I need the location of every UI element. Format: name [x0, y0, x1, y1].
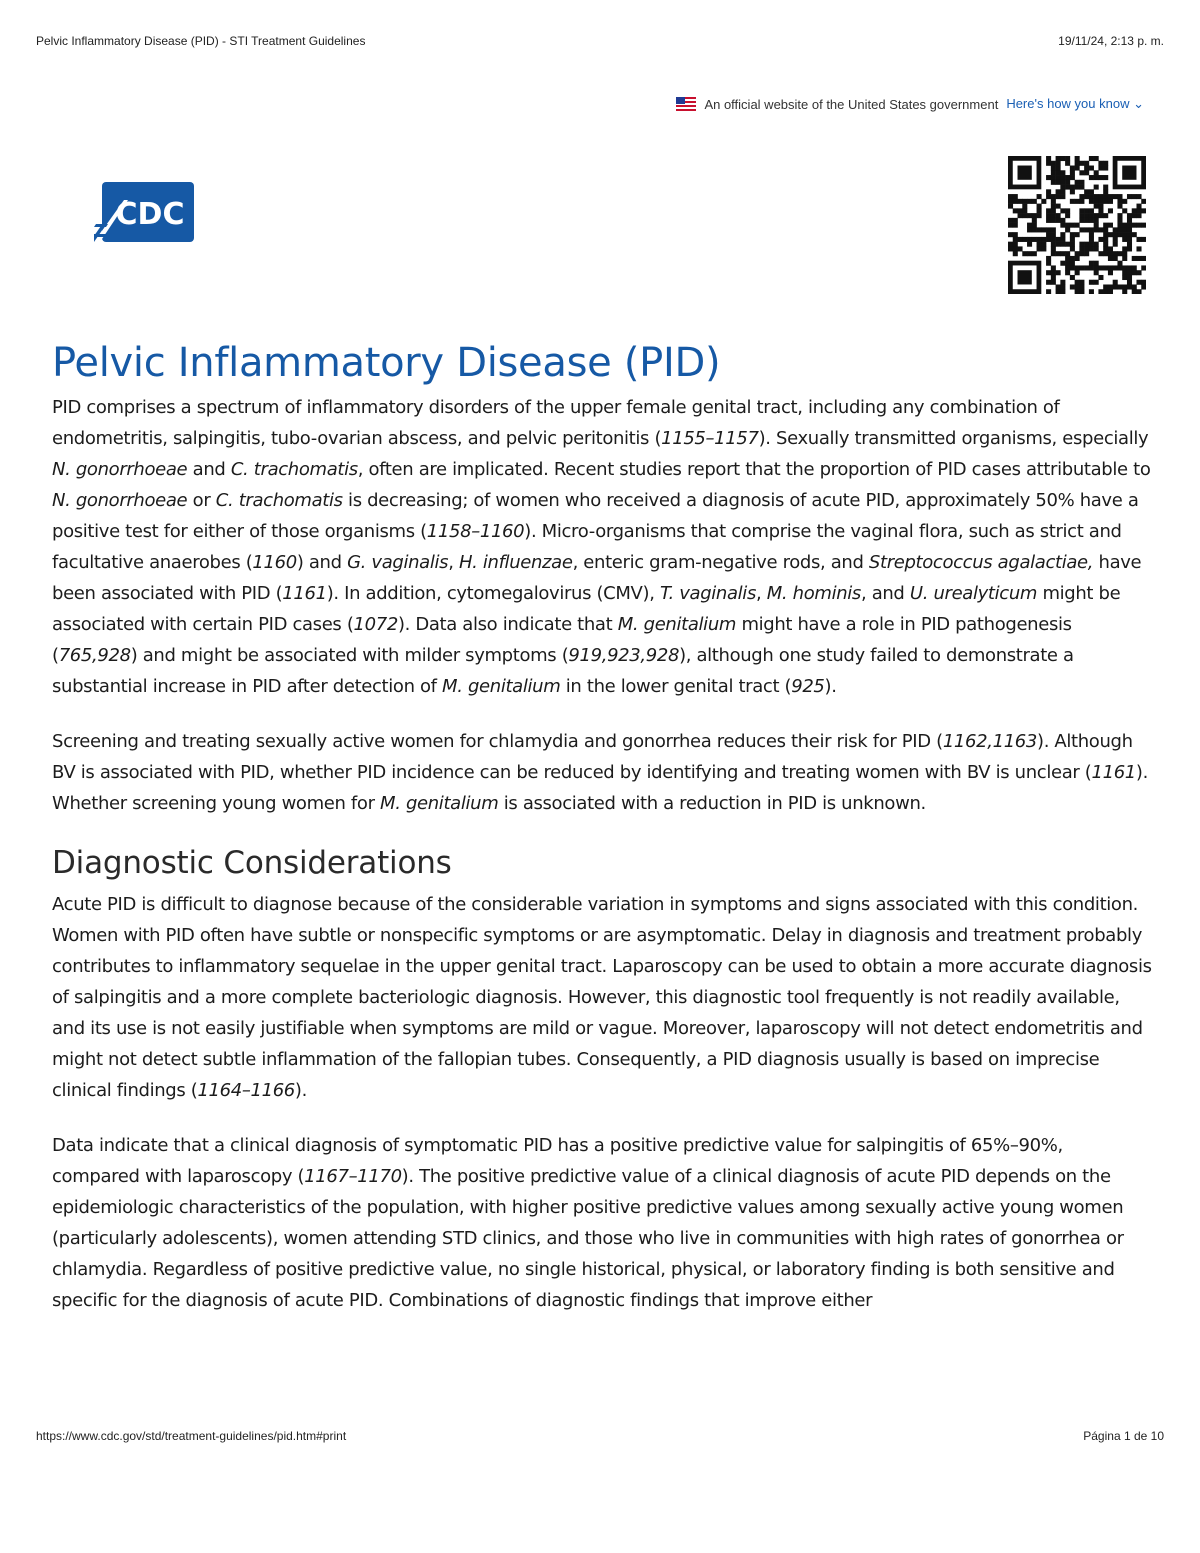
- text-run: ). Data also indicate that: [397, 614, 618, 635]
- text-run: , and: [860, 583, 910, 604]
- gov-banner-link-label: Here's how you know: [1006, 96, 1130, 111]
- text-run: PID comprises a spectrum of inflammatory disorders of the upper female genital tract, including any combination of endometritis, salpingitis, tubo-ovarian abscess, and pelvic peritonitis (: [52, 397, 1060, 449]
- gov-banner-text: An official website of the United States government: [704, 96, 999, 112]
- italic-run: H. influenzae: [458, 552, 573, 573]
- text-run: or: [187, 490, 216, 511]
- text-run: is associated with a reduction in PID is unknown.: [498, 793, 926, 814]
- print-header-title: Pelvic Inflammatory Disease (PID) - STI Treatment Guidelines: [36, 34, 366, 48]
- paragraph-diagnosis: [52, 889, 1152, 1106]
- italic-run: 925: [791, 676, 825, 697]
- text-run: ). Whether screening young women for: [52, 762, 1148, 814]
- italic-run: T. vaginalis: [659, 583, 756, 604]
- text-run: Acute PID is difficult to diagnose because of the considerable variation in symptoms and signs associated with this condition. Women with PID often have subtle or nonspecific symptoms or are asymptomatic. Delay in diagnosis and treatment probably contributes to inflammatory sequelae in the upper genital tract. Laparoscopy can be used to obtain a more accurate diagnosis of salpingitis and a more complete bacteriologic diagnosis. However, this diagnostic tool frequently is not readily available, and its use is not easily justifiable when symptoms are mild or vague. Moreover, laparoscopy will not detect endometritis and might not detect subtle inflammation of the fallopian tubes. Consequently, a PID diagnosis usually is based on imprecise clinical findings (: [52, 894, 1152, 1101]
- text-run: is decreasing; of women who received a diagnosis of acute PID, approximately 50% have a positive test for either of those organisms (: [52, 490, 1139, 542]
- cdc-logo[interactable]: [94, 180, 196, 244]
- gov-banner: [676, 96, 1144, 112]
- section-heading: Diagnostic Considerations: [52, 845, 452, 881]
- italic-run: 1158–1160: [426, 521, 525, 542]
- italic-run: M. genitalium: [380, 793, 499, 814]
- italic-run: M. genitalium: [442, 676, 561, 697]
- print-header: [36, 34, 1164, 48]
- italic-run: Streptococcus agalactiae,: [868, 552, 1094, 573]
- italic-run: 919,923,928: [568, 645, 680, 666]
- text-run: Screening and treating sexually active women for chlamydia and gonorrhea reduces their risk for PID (: [52, 731, 943, 752]
- text-run: ), although one study failed to demonstrate a substantial increase in PID after detection of: [52, 645, 1074, 697]
- italic-run: C. trachomatis: [215, 490, 343, 511]
- italic-run: C. trachomatis: [230, 459, 358, 480]
- text-run: Data indicate that a clinical diagnosis of symptomatic PID has a positive predictive value for salpingitis of 65%–90%, compared with laparoscopy (: [52, 1135, 1063, 1187]
- text-run: in the lower genital tract (: [560, 676, 792, 697]
- text-run: , often are implicated. Recent studies report that the proportion of PID cases attributable to: [357, 459, 1151, 480]
- text-run: , enteric gram-negative rods, and: [572, 552, 869, 573]
- text-run: ). Sexually transmitted organisms, especially: [758, 428, 1149, 449]
- main-content: [52, 340, 1152, 1340]
- italic-run: 1162,1163: [942, 731, 1038, 752]
- paragraph-intro: [52, 392, 1152, 702]
- italic-run: 1155–1157: [661, 428, 759, 449]
- qr-code-image: [1008, 156, 1146, 294]
- heres-how-you-know-link[interactable]: [1006, 96, 1144, 112]
- qr-code: [1008, 156, 1146, 294]
- paragraph-predictive-value: [52, 1130, 1152, 1316]
- text-run: ). Although BV is associated with PID, whether PID incidence can be reduced by identifying and treating women with BV is unclear (: [52, 731, 1133, 783]
- text-run: ).: [824, 676, 837, 697]
- print-footer-page: Página 1 de 10: [1083, 1429, 1164, 1443]
- italic-run: M. genitalium: [617, 614, 737, 635]
- page-title: Pelvic Inflammatory Disease (PID): [52, 340, 721, 386]
- text-run: ). The positive predictive value of a clinical diagnosis of acute PID depends on the epidemiologic characteristics of the population, with higher positive predictive values among sexually active young women (particularly adolescents), women attending STD clinics, and those who live in communities with high rates of gonorrhea or chlamydia. Regardless of positive predictive value, no single historical, physical, or laboratory finding is both sensitive and specific for the diagnosis of acute PID. Combinations of diagnostic findings that improve either: [52, 1166, 1124, 1311]
- text-run: ) and: [296, 552, 348, 573]
- italic-run: 1167–1170: [304, 1166, 402, 1187]
- italic-run: 1160: [252, 552, 297, 573]
- us-flag-icon: [676, 97, 696, 111]
- italic-run: U. urealyticum: [909, 583, 1038, 604]
- italic-run: 1161: [282, 583, 327, 604]
- italic-run: 1164–1166: [197, 1080, 295, 1101]
- text-run: and: [187, 459, 231, 480]
- italic-run: 765,928: [58, 645, 131, 666]
- italic-run: N. gonorrhoeae: [52, 459, 188, 480]
- text-run: ). In addition, cytomegalovirus (CMV),: [326, 583, 660, 604]
- text-run: ,: [755, 583, 767, 604]
- text-run: have been associated with PID (: [52, 552, 1142, 604]
- print-footer-url: https://www.cdc.gov/std/treatment-guidelines/pid.htm#print: [36, 1429, 347, 1443]
- paragraph-screening: [52, 726, 1152, 819]
- text-run: ,: [448, 552, 459, 573]
- italic-run: N. gonorrhoeae: [52, 490, 188, 511]
- text-run: might be associated with certain PID cases (: [52, 583, 1121, 635]
- print-header-datetime: 19/11/24, 2:13 p. m.: [1058, 34, 1164, 48]
- italic-run: 1161: [1091, 762, 1136, 783]
- chevron-down-icon: ⌄: [1133, 96, 1144, 111]
- italic-run: M. hominis: [766, 583, 861, 604]
- text-run: ).: [294, 1080, 307, 1101]
- text-run: ) and might be associated with milder symptoms (: [130, 645, 569, 666]
- italic-run: 1072: [353, 614, 398, 635]
- cdc-logo-text: CDC: [115, 197, 185, 232]
- text-run: might have a role in PID pathogenesis (: [52, 614, 1072, 666]
- print-footer: [36, 1429, 1164, 1443]
- italic-run: G. vaginalis: [347, 552, 449, 573]
- text-run: ). Micro-organisms that comprise the vaginal flora, such as strict and facultative anaerobes (: [52, 521, 1122, 573]
